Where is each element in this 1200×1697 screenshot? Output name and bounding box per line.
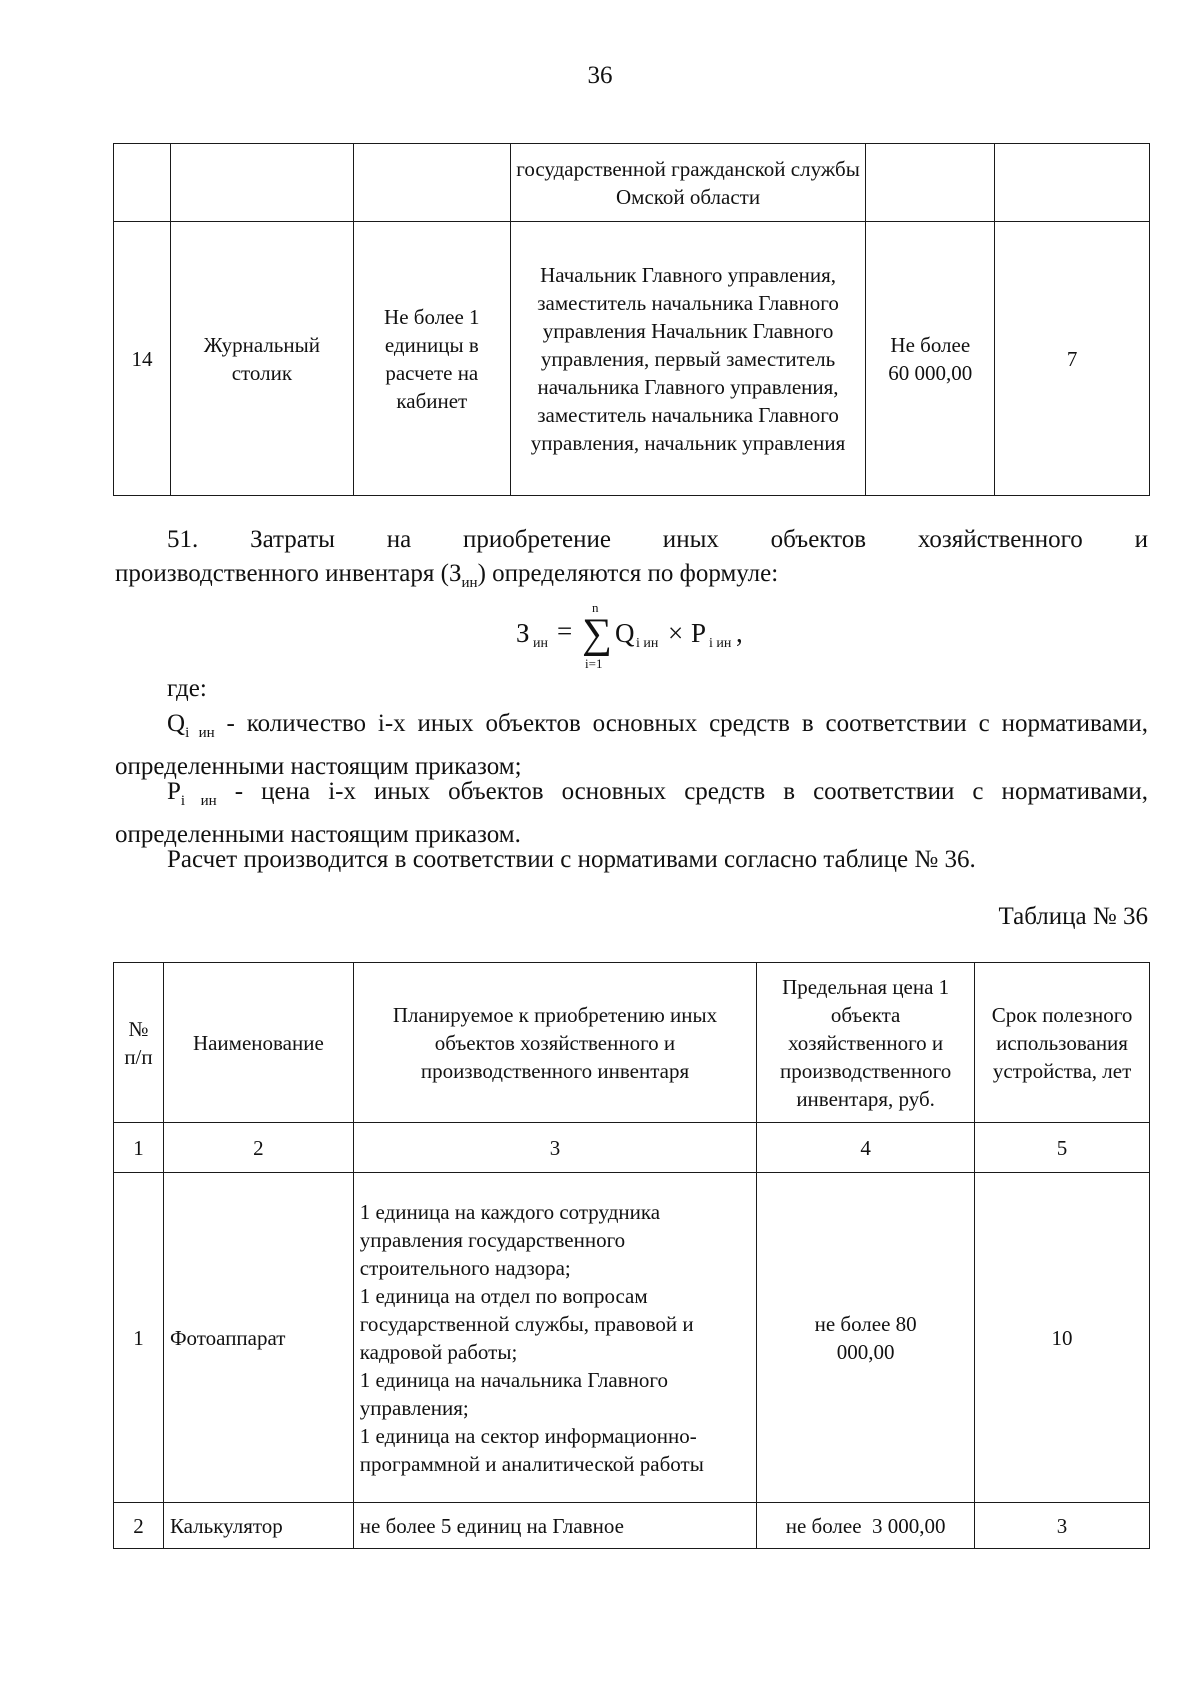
norm-cell: Не более 1 единицы в расчете на кабинет bbox=[353, 222, 510, 496]
formula-p-subscript: i ин bbox=[709, 636, 732, 651]
norm-cell bbox=[353, 144, 510, 222]
p-symbol: P bbox=[167, 778, 181, 805]
price-cell: не более 3 000,00 bbox=[757, 1503, 975, 1549]
sum-symbol: ∑ bbox=[582, 611, 612, 657]
subscript: i ин bbox=[185, 725, 215, 741]
formula-equals: = bbox=[557, 616, 573, 646]
row-number-cell: 14 bbox=[114, 222, 171, 496]
term-cell bbox=[995, 144, 1150, 222]
term-cell: 7 bbox=[995, 222, 1150, 496]
p-definition bbox=[115, 775, 1148, 852]
definition-text: - цена i-х иных объектов основных средств в соответствии с нормативами, определенными настоящим приказом. bbox=[115, 778, 1148, 848]
column-number: 2 bbox=[163, 1123, 353, 1173]
table-header-row bbox=[114, 963, 1150, 1123]
row-number-cell: 2 bbox=[114, 1503, 164, 1549]
q-symbol: Q bbox=[167, 710, 186, 737]
row-number-cell bbox=[114, 144, 171, 222]
formula-q-subscript: i ин bbox=[636, 636, 659, 651]
header-term: Срок полезного использования устройства, лет bbox=[975, 963, 1150, 1123]
table-36 bbox=[113, 962, 1150, 1549]
table-row bbox=[114, 1503, 1150, 1549]
item-name-cell: Журнальный столик bbox=[170, 222, 353, 496]
paragraph-51-line2 bbox=[115, 557, 1148, 600]
positions-cell: Начальник Главного управления, заместитель начальника Главного управления Начальник Главного управления, первый заместитель начальника Главного управления, заместитель начальника Главного управления, начальник управления bbox=[510, 222, 866, 496]
header-plan: Планируемое к приобретению иных объектов хозяйственного и производственного инвентаря bbox=[353, 963, 756, 1123]
term-cell: 3 bbox=[975, 1503, 1150, 1549]
paragraph-51-line1: 51. Затраты на приобретение иных объектов хозяйственного и bbox=[167, 526, 1148, 553]
price-cell: Не более 60 000,00 bbox=[866, 222, 995, 496]
plan-cell bbox=[353, 1173, 756, 1503]
formula-lower-limit: i=1 bbox=[585, 656, 603, 671]
subscript: ин bbox=[461, 575, 478, 591]
item-name-cell bbox=[170, 144, 353, 222]
price-cell: не более 80 000,00 bbox=[757, 1173, 975, 1503]
column-number-row bbox=[114, 1123, 1150, 1173]
column-number: 3 bbox=[353, 1123, 756, 1173]
page-number: 36 bbox=[587, 62, 613, 89]
column-number: 4 bbox=[757, 1123, 975, 1173]
q-definition bbox=[115, 707, 1148, 784]
plan-line: 1 единица на сектор информационно-программной и аналитической работы bbox=[359, 1423, 704, 1476]
column-number: 5 bbox=[975, 1123, 1150, 1173]
item-name-cell: Фотоаппарат bbox=[163, 1173, 353, 1503]
plan-line: 1 единица на каждого сотрудника управления государственного строительного надзора; bbox=[359, 1199, 661, 1280]
table-row bbox=[114, 1173, 1150, 1503]
plan-line: 1 единица на отдел по вопросам государственной службы, правовой и кадровой работы; bbox=[359, 1283, 694, 1364]
plan-cell: не более 5 единиц на Главное bbox=[353, 1503, 756, 1549]
table-row bbox=[114, 144, 1150, 222]
price-cell bbox=[866, 144, 995, 222]
table-row bbox=[114, 222, 1150, 496]
table-caption: Таблица № 36 bbox=[998, 903, 1148, 930]
formula-lhs: З bbox=[516, 618, 530, 648]
paragraph-text: производственного инвентаря (З bbox=[115, 560, 462, 587]
paragraph-text: ) определяются по формуле: bbox=[477, 560, 779, 587]
column-number: 1 bbox=[114, 1123, 164, 1173]
header-name: Наименование bbox=[163, 963, 353, 1123]
formula-times: × bbox=[668, 618, 684, 648]
positions-cell: государственной гражданской службы Омской области bbox=[510, 144, 866, 222]
item-name-cell: Калькулятор bbox=[163, 1503, 353, 1549]
header-price: Предельная цена 1 объекта хозяйственного и производственного инвентаря, руб. bbox=[757, 963, 975, 1123]
term-cell: 10 bbox=[975, 1173, 1150, 1503]
formula-upper-limit: n bbox=[592, 600, 599, 615]
previous-table bbox=[113, 143, 1150, 496]
formula-lhs-subscript: ин bbox=[533, 636, 548, 651]
definition-text: - количество i-х иных объектов основных средств в соответствии с нормативами, определенными настоящим приказом; bbox=[115, 710, 1149, 780]
formula-q: Q bbox=[615, 618, 635, 648]
plan-line: 1 единица на начальника Главного управления; bbox=[359, 1367, 668, 1420]
formula-comma: , bbox=[736, 618, 743, 648]
header-number: № п/п bbox=[114, 963, 164, 1123]
formula-p: P bbox=[691, 618, 707, 648]
row-number-cell: 1 bbox=[114, 1173, 164, 1503]
formula bbox=[0, 600, 1200, 670]
calculation-note: Расчет производится в соответствии с нормативами согласно таблице № 36. bbox=[167, 846, 976, 873]
where-label: где: bbox=[167, 675, 207, 702]
subscript: i ин bbox=[180, 793, 217, 809]
